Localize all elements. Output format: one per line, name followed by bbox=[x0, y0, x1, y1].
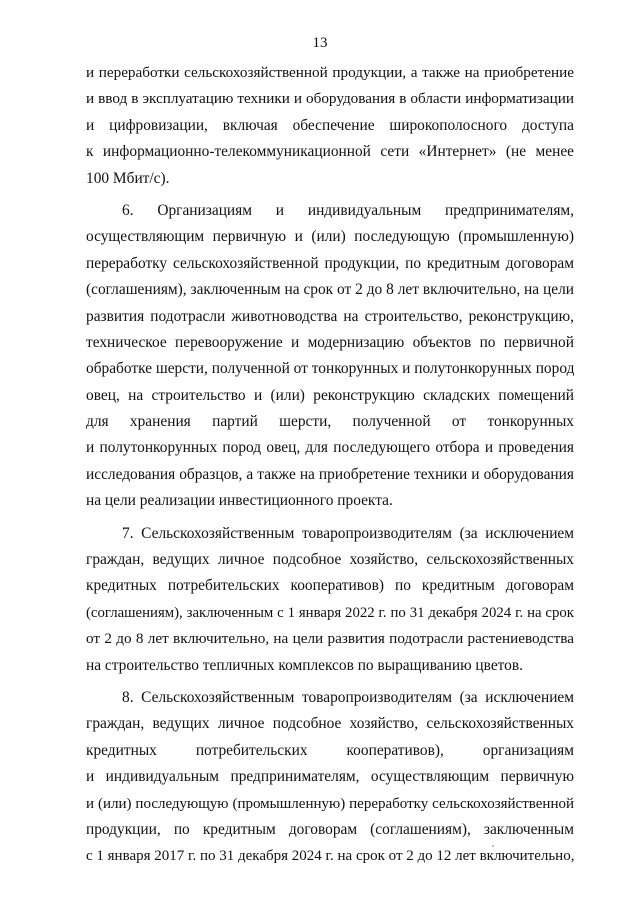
text-line: осуществляющим первичную и (или) последующую (промышленную) bbox=[86, 228, 574, 246]
text-line: граждан, ведущих личное подсобное хозяйство, сельскохозяйственных bbox=[86, 715, 574, 733]
text-line: граждан, ведущих личное подсобное хозяйство, сельскохозяйственных bbox=[86, 551, 574, 569]
text-line: на строительство тепличных комплексов по выращиванию цветов. bbox=[86, 656, 523, 674]
paragraph-item-7 bbox=[86, 521, 574, 679]
text-line: развития подотрасли животноводства на строительство, реконструкцию, bbox=[86, 307, 574, 325]
text-line: кредитных потребительских кооперативов) по кредитным договорам bbox=[86, 577, 574, 595]
text-line: и переработки сельскохозяйственной продукции, а также на приобретение bbox=[86, 64, 574, 81]
text-line: кредитных потребительских кооперативов), организациям bbox=[86, 741, 574, 759]
scan-speck bbox=[492, 845, 494, 847]
text-line: и ввод в эксплуатацию техники и оборудования в области информатизации bbox=[86, 90, 574, 108]
text-line: для хранения партий шерсти, полученной от тонкорунных bbox=[86, 413, 574, 431]
text-line: 7. Сельскохозяйственным товаропроизводителям (за исключением bbox=[122, 524, 574, 542]
text-line: и полутонкорунных пород овец, для последующего отбора и проведения bbox=[86, 439, 574, 457]
text-line: и цифровизации, включая обеспечение широкополосного доступа bbox=[86, 116, 574, 134]
text-line: переработку сельскохозяйственной продукции, по кредитным договорам bbox=[86, 254, 574, 272]
text-line: техническое перевооружение и модернизацию объектов по первичной bbox=[86, 333, 574, 351]
text-line: (соглашениям), заключенным с 1 января 2022 г. по 31 декабря 2024 г. на срок bbox=[86, 604, 574, 621]
text-line: к информационно-телекоммуникационной сети «Интернет» (не менее bbox=[86, 143, 574, 161]
text-line: от 2 до 8 лет включительно, на цели развития подотрасли растениеводства bbox=[86, 630, 574, 648]
text-line: (соглашениям), заключенным на срок от 2 до 8 лет включительно, на цели bbox=[86, 281, 574, 299]
text-line: продукции, по кредитным договорам (соглашениям), заключенным bbox=[86, 820, 574, 838]
paragraph-item-6 bbox=[86, 198, 574, 515]
paragraph-item-8 bbox=[86, 685, 574, 870]
text-line: 100 Мбит/с). bbox=[86, 169, 170, 187]
text-line: 6. Организациям и индивидуальным предпринимателям, bbox=[122, 201, 574, 219]
text-line: овец, на строительство и (или) реконструкцию складских помещений bbox=[86, 386, 574, 404]
body-text bbox=[86, 60, 574, 870]
text-line: 8. Сельскохозяйственным товаропроизводителям (за исключением bbox=[122, 688, 574, 706]
page-number: 13 bbox=[312, 35, 328, 51]
text-line: и индивидуальным предпринимателям, осуществляющим первичную bbox=[86, 768, 574, 786]
text-line: на цели реализации инвестиционного проекта. bbox=[86, 492, 393, 510]
text-line: с 1 января 2017 г. по 31 декабря 2024 г. на срок от 2 до 12 лет включительно, bbox=[86, 848, 574, 865]
text-line: обработке шерсти, полученной от тонкорунных и полутонкорунных пород bbox=[86, 360, 574, 378]
text-line: исследования образцов, а также на приобретение техники и оборудования bbox=[86, 465, 574, 483]
text-line: и (или) последующую (промышленную) переработку сельскохозяйственной bbox=[86, 795, 574, 812]
paragraph-continuation bbox=[86, 60, 574, 192]
